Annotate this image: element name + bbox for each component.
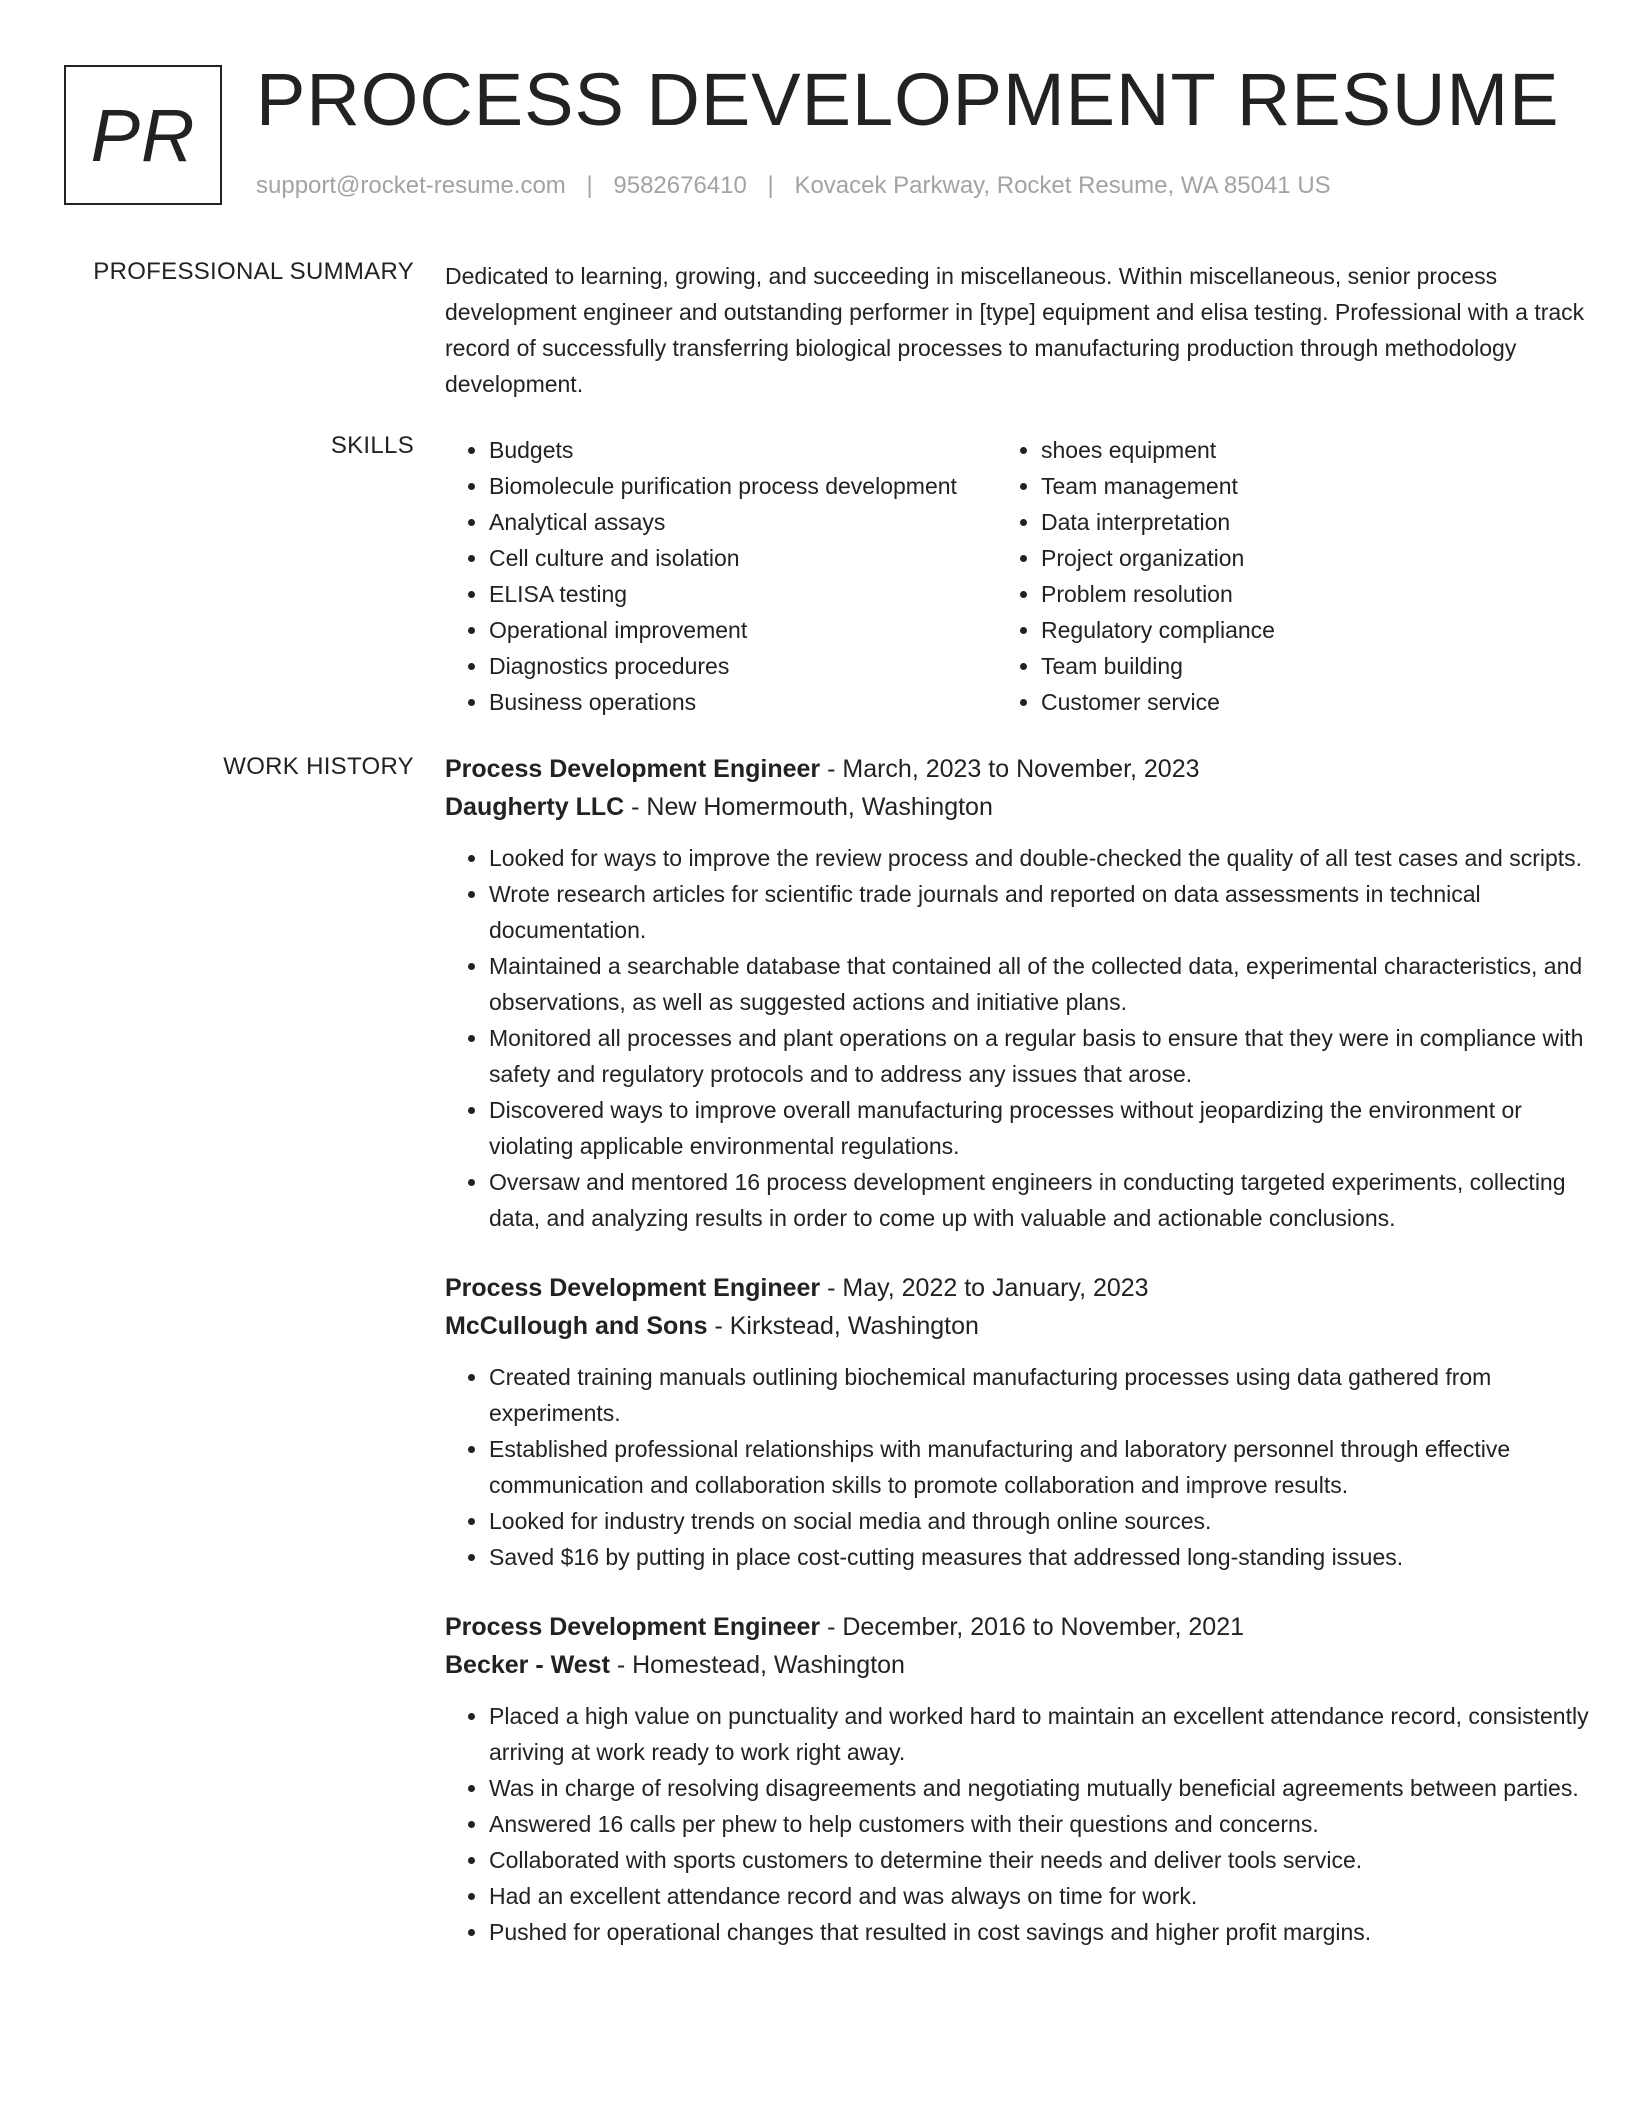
job-title: Process Development Engineer <box>445 755 821 783</box>
contact-phone[interactable]: 9582676410 <box>613 172 747 199</box>
job-bullet: • Looked for industry trends on social media and through online sources. <box>489 1503 1610 1539</box>
job-company-line <box>445 788 1610 826</box>
contact-separator: | <box>767 172 774 199</box>
contact-address: Kovacek Parkway, Rocket Resume, WA 85041 US <box>794 172 1331 199</box>
job-bullet: • Answered 16 calls per phew to help customers with their questions and concerns. <box>489 1806 1610 1842</box>
job-bullets <box>445 1359 1610 1575</box>
section-label-summary: PROFESSIONAL SUMMARY <box>93 258 414 285</box>
job-bullet: • Established professional relationships with manufacturing and laboratory personnel through effective communication and collaboration skills to promote collaboration and improve results. <box>489 1431 1610 1503</box>
work-history-body <box>445 750 1610 1983</box>
skill-item: • Analytical assays <box>489 504 997 540</box>
job-bullets <box>445 840 1610 1236</box>
job-company: Becker - West <box>445 1651 610 1679</box>
job-bullet: • Wrote research articles for scientific trade journals and reported on data assessments in technical documentation. <box>489 876 1610 948</box>
job-dates: - May, 2022 to January, 2023 <box>827 1274 1149 1302</box>
skill-item: • Team building <box>1041 648 1601 684</box>
skill-item: • Problem resolution <box>1041 576 1601 612</box>
skills-list-right <box>997 432 1601 720</box>
skill-item: • shoes equipment <box>1041 432 1601 468</box>
job-bullet: • Had an excellent attendance record and was always on time for work. <box>489 1878 1610 1914</box>
job-bullet: • Collaborated with sports customers to determine their needs and deliver tools service. <box>489 1842 1610 1878</box>
job-entry <box>445 1269 1610 1575</box>
summary-text: Dedicated to learning, growing, and succeeding in miscellaneous. Within miscellaneous, senior process development engineer and outstanding performer in [type] equipment and elisa testing. Professional with a track record of successfully transferring biological processes to manufacturing production through methodology development. <box>445 263 1585 397</box>
job-company: McCullough and Sons <box>445 1312 708 1340</box>
job-bullets <box>445 1698 1610 1950</box>
skill-item: • Cell culture and isolation <box>489 540 997 576</box>
job-bullet: • Created training manuals outlining biochemical manufacturing processes using data gathered from experiments. <box>489 1359 1610 1431</box>
skill-item: • Budgets <box>489 432 997 468</box>
job-entry <box>445 1608 1610 1950</box>
skill-item: • Biomolecule purification process development <box>489 468 997 504</box>
job-bullet: • Oversaw and mentored 16 process development engineers in conducting targeted experiments, collecting data, and analyzing results in order to come up with valuable and actionable conclusions. <box>489 1164 1610 1236</box>
job-company: Daugherty LLC <box>445 793 625 821</box>
job-entry <box>445 750 1610 1236</box>
job-company-line <box>445 1646 1610 1684</box>
job-title-line <box>445 1269 1610 1307</box>
job-location: - Kirkstead, Washington <box>714 1312 979 1340</box>
skills-list-left <box>445 432 997 720</box>
job-bullet: • Discovered ways to improve overall manufacturing processes without jeopardizing the environment or violating applicable environmental regulations. <box>489 1092 1610 1164</box>
job-bullet: • Monitored all processes and plant operations on a regular basis to ensure that they were in compliance with safety and regulatory protocols and to address any issues that arose. <box>489 1020 1610 1092</box>
section-label-work-history: WORK HISTORY <box>223 753 414 780</box>
skill-item: • Diagnostics procedures <box>489 648 997 684</box>
job-bullet: • Placed a high value on punctuality and worked hard to maintain an excellent attendance record, consistently arriving at work ready to work right away. <box>489 1698 1610 1770</box>
section-label-skills: SKILLS <box>330 432 414 459</box>
monogram-logo: PR <box>64 65 222 205</box>
job-dates: - March, 2023 to November, 2023 <box>827 755 1200 783</box>
contact-line <box>256 172 1331 200</box>
job-title: Process Development Engineer <box>445 1274 821 1302</box>
skill-item: • Regulatory compliance <box>1041 612 1601 648</box>
job-title: Process Development Engineer <box>445 1613 821 1641</box>
job-bullet: • Was in charge of resolving disagreements and negotiating mutually beneficial agreements between parties. <box>489 1770 1610 1806</box>
contact-email[interactable]: support@rocket-resume.com <box>256 172 566 199</box>
skill-item: • Customer service <box>1041 684 1601 720</box>
skills-body <box>445 432 1610 720</box>
job-title-line <box>445 750 1610 788</box>
job-bullet: • Maintained a searchable database that contained all of the collected data, experimental characteristics, and observations, as well as suggested actions and initiative plans. <box>489 948 1610 1020</box>
job-company-line <box>445 1307 1610 1345</box>
skills-columns <box>445 432 1610 720</box>
job-location: - Homestead, Washington <box>616 1651 905 1679</box>
job-bullet: • Saved $16 by putting in place cost-cutting measures that addressed long-standing issues. <box>489 1539 1610 1575</box>
job-bullet: • Pushed for operational changes that resulted in cost savings and higher profit margins. <box>489 1914 1610 1950</box>
page-title: PROCESS DEVELOPMENT RESUME <box>256 58 1560 141</box>
skill-item: • Data interpretation <box>1041 504 1601 540</box>
skill-item: • Business operations <box>489 684 997 720</box>
contact-separator: | <box>586 172 593 199</box>
resume-header <box>64 58 1564 215</box>
skill-item: • Team management <box>1041 468 1601 504</box>
summary-body <box>445 258 1610 402</box>
job-bullet: • Looked for ways to improve the review process and double-checked the quality of all test cases and scripts. <box>489 840 1610 876</box>
job-title-line <box>445 1608 1610 1646</box>
job-dates: - December, 2016 to November, 2021 <box>827 1613 1245 1641</box>
job-location: - New Homermouth, Washington <box>631 793 993 821</box>
skill-item: • Operational improvement <box>489 612 997 648</box>
skill-item: • ELISA testing <box>489 576 997 612</box>
skill-item: • Project organization <box>1041 540 1601 576</box>
